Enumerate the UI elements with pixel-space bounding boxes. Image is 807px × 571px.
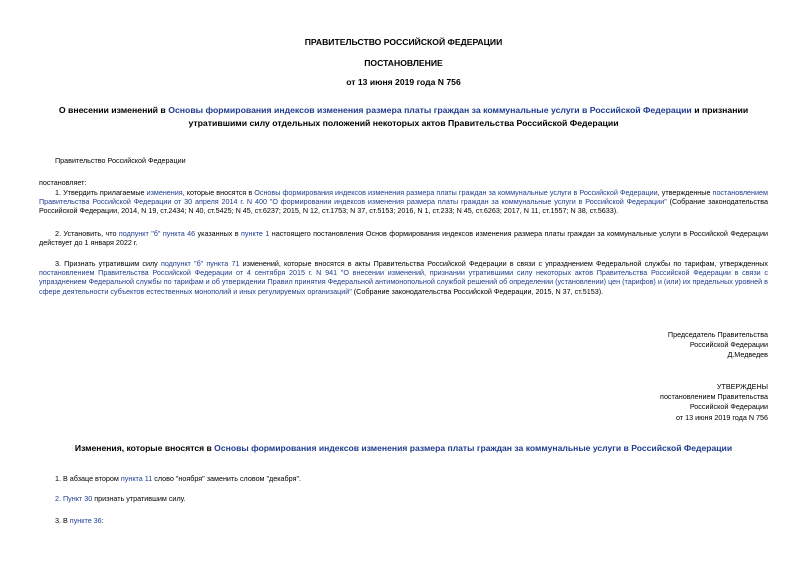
changes-title-prefix: Изменения, которые вносятся в: [74, 443, 215, 453]
approved-by: постановлением Правительства: [660, 392, 768, 402]
item2-link-point-30[interactable]: 2. Пункт 30: [55, 494, 93, 503]
p2-text-a: 2. Установить, что: [55, 229, 119, 238]
p1-text-d: (Собрание законодательства Российской Федерации, 2014, N 19, ст.2434; N 40, ст.5425; N 45, ст.6237; 2015, N 12, ст.1753; N 37, ст.5153; 2016, N 1, ст.233; N 45, ст.6263; 2017, N 11, ст.1557; N 38, ст.5633).: [39, 197, 768, 216]
approved-date: от 13 июня 2019 года N 756: [675, 412, 768, 422]
p2-text-c: настоящего постановления Основ формирования индексов изменения размера платы граждан за коммунальные услуги в Российской Федерации действует до 1 января 2022 г.: [39, 229, 768, 248]
signature-name: Д.Медведев: [727, 350, 768, 360]
changes-title: [0, 443, 807, 453]
document-date-number: от 13 июня 2019 года N 756: [346, 77, 461, 87]
change-item-2: [55, 494, 186, 503]
title-link[interactable]: Основы формирования индексов изменения размера платы граждан за коммунальные услуги в Российской Федерации: [168, 105, 692, 115]
approved-label: УТВЕРЖДЕНЫ: [716, 382, 768, 391]
paragraph-3: [39, 259, 768, 296]
intro-resolves: постановляет:: [39, 178, 87, 187]
government-heading: ПРАВИТЕЛЬСТВО РОССИЙСКОЙ ФЕДЕРАЦИИ: [304, 37, 503, 47]
p3-text-a: 3. Признать утратившим силу: [55, 259, 161, 268]
intro-government: Правительство Российской Федерации: [55, 156, 186, 165]
title-prefix: О внесении изменений в: [58, 105, 169, 115]
p3-link-subpoint[interactable]: подпункт "б" пункта 71: [160, 259, 240, 268]
item3-link-point-36[interactable]: пункте 36: [69, 516, 102, 525]
p3-text-b: изменений, которые вносятся в акты Правительства Российской Федерации в связи с упразднением Федеральной службы по тарифам, утвержденных: [239, 259, 768, 268]
p1-text-a: 1. Утвердить прилагаемые: [55, 188, 147, 197]
changes-title-link[interactable]: Основы формирования индексов изменения размера платы граждан за коммунальные услуги в Российской Федерации: [214, 443, 733, 453]
item1-text-b: слово "ноября" заменить словом "декабря".: [152, 474, 302, 483]
change-item-3: [55, 516, 104, 525]
p1-link-resolution-400[interactable]: постановлением Правительства Российской Федерации от 30 апреля 2014 г. N 400 "О формировании индексов изменения размера платы граждан за коммунальные услуги в Российской Федерации": [39, 188, 768, 207]
paragraph-1: [39, 188, 768, 216]
signature-country: Российской Федерации: [689, 340, 768, 350]
item1-link-point-11[interactable]: пункта 11: [120, 474, 153, 483]
p2-link-subpoint[interactable]: подпункт "б" пункта 46: [118, 229, 196, 238]
p2-text-b: указанных в: [195, 229, 242, 238]
item3-text-b: :: [101, 516, 104, 525]
item1-text-a: 1. В абзаце втором: [55, 474, 121, 483]
document-type: ПОСТАНОВЛЕНИЕ: [364, 58, 443, 68]
p1-text-c: , утвержденные: [657, 188, 713, 197]
change-item-1: [55, 474, 301, 483]
paragraph-2: [39, 229, 768, 247]
signature-position: Председатель Правительства: [667, 330, 768, 339]
p1-link-changes[interactable]: изменения: [146, 188, 183, 197]
item2-text-b: признать утратившим силу.: [92, 494, 186, 503]
p1-link-osnovy[interactable]: Основы формирования индексов изменения размера платы граждан за коммунальные услуги в Российской Федерации: [254, 188, 658, 197]
document-title: [55, 104, 752, 129]
p2-link-point-1[interactable]: пункте 1: [241, 229, 270, 238]
item3-text-a: 3. В: [55, 516, 70, 525]
p3-link-resolution-941[interactable]: постановлением Правительства Российской Федерации от 4 сентября 2015 г. N 941 "О внесении изменений, признании утратившими силу некоторых актов Правительства Российской Федерации в связи с упразднением Федеральной службы по тарифам и об утверждении Правил принятия Федеральной антимонопольной службой решений об определении (установлении) цен (тарифов) и (или) их предельных уровней в сфере деятельности субъектов естественных монополий и иных регулируемых организаций": [39, 268, 768, 296]
approved-country: Российской Федерации: [689, 402, 768, 412]
approval-block: [660, 382, 768, 423]
signature-block: [668, 330, 768, 361]
p1-text-b: , которые вносятся в: [182, 188, 255, 197]
title-suffix: и признании утратившими силу отдельных положений некоторых актов Правительства Российской Федерации: [188, 105, 749, 128]
p3-text-c: (Собрание законодательства Российской Федерации, 2015, N 37, ст.5153).: [351, 286, 604, 296]
